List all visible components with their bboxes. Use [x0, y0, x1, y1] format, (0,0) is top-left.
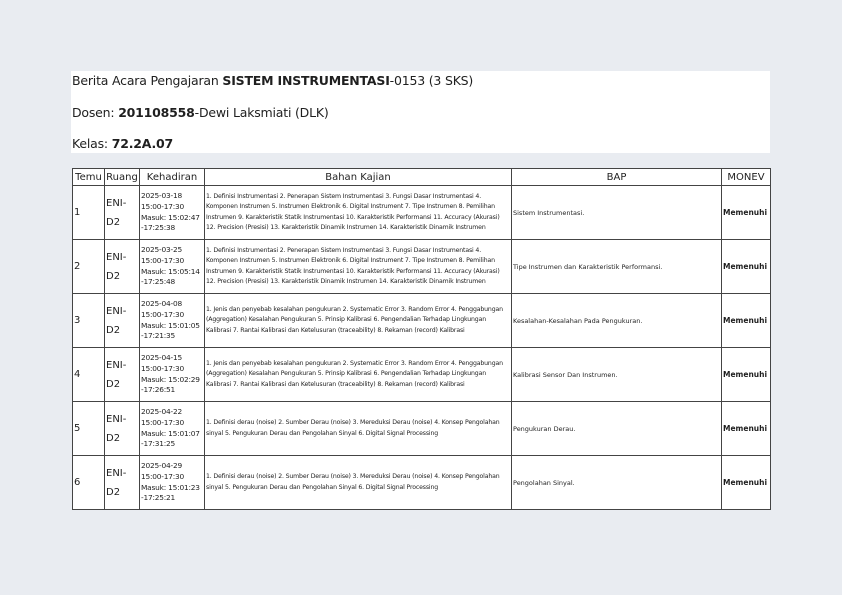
cell-temu: 1 — [73, 186, 105, 240]
cell-ruang: ENI-D2 — [105, 294, 140, 348]
lecturer-label: Dosen: — [72, 105, 119, 120]
col-header-bap: BAP — [512, 169, 722, 186]
table-row — [73, 186, 771, 240]
cell-monev: Memenuhi — [722, 294, 771, 348]
teaching-record-table — [72, 168, 771, 510]
kehadiran-date: 2025-04-15 — [141, 353, 182, 363]
kehadiran-checkout: -17:25:38 — [141, 223, 176, 233]
kehadiran-date: 2025-03-25 — [141, 245, 182, 255]
cell-bap: Kalibrasi Sensor Dan Instrumen. — [512, 348, 722, 402]
col-header-bahan-kajian: Bahan Kajian — [205, 169, 512, 186]
cell-temu: 4 — [73, 348, 105, 402]
course-code: -0153 (3 SKS) — [389, 73, 474, 88]
cell-monev: Memenuhi — [722, 348, 771, 402]
kehadiran-schedule: 15:00-17:30 — [141, 255, 185, 265]
cell-kehadiran — [140, 186, 205, 240]
kehadiran-checkin: Masuk: 15:01:07 — [141, 428, 200, 438]
cell-bahan-kajian: 1. Definisi Instrumentasi 2. Penerapan Sistem Instrumentasi 3. Fungsi Dasar Instrumentasi 4. Komponen Instrumen 5. Instrumen Elektronik 6. Digital Instrument 7. Tipe Instrumen 8. Pemilihan Instrumen 9. Karakteristik Statik Instrumentasi 10. Karakteristik Performansi 11. Accuracy (Akurasi) 12. Precision (Presisi) 13. Karakteristik Dinamik Instrumen 14. Karakteristik Dinamik Instrumen — [205, 186, 512, 240]
cell-bap: Tipe Instrumen dan Karakteristik Performansi. — [512, 240, 722, 294]
cell-kehadiran — [140, 456, 205, 510]
kehadiran-checkout: -17:25:48 — [141, 277, 176, 287]
cell-temu: 6 — [73, 456, 105, 510]
kehadiran-checkout: -17:21:35 — [141, 331, 176, 341]
col-header-temu: Temu — [73, 169, 105, 186]
table-row — [73, 402, 771, 456]
table-header-row — [73, 169, 771, 186]
table-row — [73, 348, 771, 402]
kehadiran-checkin: Masuk: 15:02:29 — [141, 374, 200, 384]
title-prefix: Berita Acara Pengajaran — [72, 73, 223, 88]
cell-bap: Pengukuran Derau. — [512, 402, 722, 456]
cell-monev: Memenuhi — [722, 240, 771, 294]
kehadiran-date: 2025-04-22 — [141, 407, 182, 417]
cell-monev: Memenuhi — [722, 456, 771, 510]
cell-bahan-kajian: 1. Definisi Instrumentasi 2. Penerapan Sistem Instrumentasi 3. Fungsi Dasar Instrumentasi 4. Komponen Instrumen 5. Instrumen Elektronik 6. Digital Instrument 7. Tipe Instrumen 8. Pemilihan Instrumen 9. Karakteristik Statik Instrumentasi 10. Karakteristik Performansi 11. Accuracy (Akurasi) 12. Precision (Presisi) 13. Karakteristik Dinamik Instrumen 14. Karakteristik Dinamik Instrumen — [205, 240, 512, 294]
cell-bap: Pengolahan Sinyal. — [512, 456, 722, 510]
kehadiran-checkout: -17:31:25 — [141, 439, 176, 449]
cell-ruang: ENI-D2 — [105, 186, 140, 240]
lecturer-id: 201108558 — [118, 105, 195, 120]
cell-monev: Memenuhi — [722, 402, 771, 456]
document-header — [71, 71, 770, 153]
cell-ruang: ENI-D2 — [105, 348, 140, 402]
kehadiran-date: 2025-04-08 — [141, 299, 182, 309]
cell-ruang: ENI-D2 — [105, 456, 140, 510]
table-row — [73, 240, 771, 294]
cell-kehadiran — [140, 240, 205, 294]
cell-bahan-kajian: 1. Jenis dan penyebab kesalahan pengukuran 2. Systematic Error 3. Random Error 4. Penggabungan (Aggregation) Kesalahan Pengukuran 5. Prinsip Kalibrasi 6. Pengendalian Terhadap Lingkungan Kalibrasi 7. Rantai Kalibrasi dan Ketelusuran (traceability) 8. Rekaman (record) Kalibrasi — [205, 294, 512, 348]
class-value: 72.2A.07 — [111, 136, 173, 151]
course-name: SISTEM INSTRUMENTASI — [222, 73, 390, 88]
class-label: Kelas: — [72, 136, 112, 151]
col-header-kehadiran: Kehadiran — [140, 169, 205, 186]
cell-bahan-kajian: 1. Jenis dan penyebab kesalahan pengukuran 2. Systematic Error 3. Random Error 4. Penggabungan (Aggregation) Kesalahan Pengukuran 5. Prinsip Kalibrasi 6. Pengendalian Terhadap Lingkungan Kalibrasi 7. Rantai Kalibrasi dan Ketelusuran (traceability) 8. Rekaman (record) Kalibrasi — [205, 348, 512, 402]
kehadiran-schedule: 15:00-17:30 — [141, 363, 185, 373]
cell-temu: 2 — [73, 240, 105, 294]
cell-monev: Memenuhi — [722, 186, 771, 240]
kehadiran-checkin: Masuk: 15:05:14 — [141, 266, 200, 276]
cell-bap: Kesalahan-Kesalahan Pada Pengukuran. — [512, 294, 722, 348]
col-header-ruang: Ruang — [105, 169, 140, 186]
cell-kehadiran — [140, 402, 205, 456]
cell-kehadiran — [140, 294, 205, 348]
kehadiran-schedule: 15:00-17:30 — [141, 471, 185, 481]
cell-bahan-kajian: 1. Definisi derau (noise) 2. Sumber Derau (noise) 3. Mereduksi Derau (noise) 4. Konsep Pengolahan sinyal 5. Pengukuran Derau dan Pengolahan Sinyal 6. Digital Signal Processing — [205, 402, 512, 456]
kehadiran-schedule: 15:00-17:30 — [141, 201, 185, 211]
lecturer-line — [72, 105, 329, 120]
class-line — [72, 136, 173, 151]
cell-temu: 3 — [73, 294, 105, 348]
cell-bap: Sistem Instrumentasi. — [512, 186, 722, 240]
kehadiran-schedule: 15:00-17:30 — [141, 417, 185, 427]
table-row — [73, 294, 771, 348]
cell-kehadiran — [140, 348, 205, 402]
kehadiran-date: 2025-03-18 — [141, 191, 182, 201]
kehadiran-checkin: Masuk: 15:01:05 — [141, 320, 200, 330]
kehadiran-checkin: Masuk: 15:02:47 — [141, 212, 200, 222]
kehadiran-checkout: -17:26:51 — [141, 385, 176, 395]
table-row — [73, 456, 771, 510]
cell-ruang: ENI-D2 — [105, 240, 140, 294]
kehadiran-schedule: 15:00-17:30 — [141, 309, 185, 319]
cell-bahan-kajian: 1. Definisi derau (noise) 2. Sumber Derau (noise) 3. Mereduksi Derau (noise) 4. Konsep Pengolahan sinyal 5. Pengukuran Derau dan Pengolahan Sinyal 6. Digital Signal Processing — [205, 456, 512, 510]
col-header-monev: MONEV — [722, 169, 771, 186]
kehadiran-checkout: -17:25:21 — [141, 493, 176, 503]
kehadiran-date: 2025-04-29 — [141, 461, 182, 471]
kehadiran-checkin: Masuk: 15:01:23 — [141, 482, 200, 492]
lecturer-name: -Dewi Laksmiati (DLK) — [194, 105, 329, 120]
document-title — [72, 73, 473, 88]
cell-ruang: ENI-D2 — [105, 402, 140, 456]
cell-temu: 5 — [73, 402, 105, 456]
